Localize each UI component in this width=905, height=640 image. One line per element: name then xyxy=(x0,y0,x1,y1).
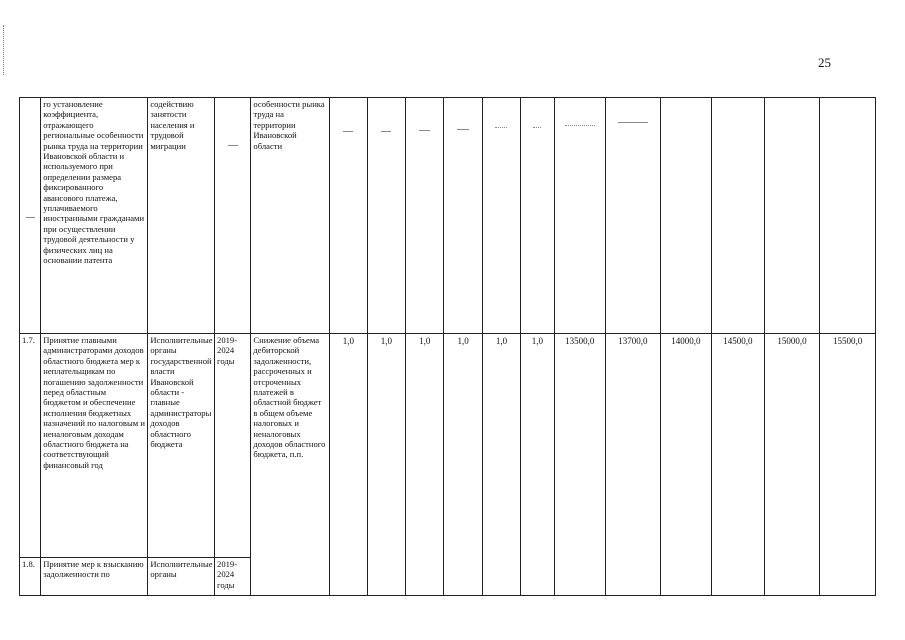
value-cell: 1,0 xyxy=(367,334,405,558)
value-cell xyxy=(406,98,444,334)
value-cell xyxy=(554,98,606,334)
row-number-cell xyxy=(20,98,41,334)
value-cell: 1,0 xyxy=(406,334,444,558)
value-cell: 1,0 xyxy=(482,334,520,558)
value-cell: 1,0 xyxy=(330,334,367,558)
value-cell xyxy=(367,558,405,596)
value-cell xyxy=(820,558,876,596)
indicator-cell: особенности рынка труда на территории Ивановской области xyxy=(251,98,330,334)
value-cell xyxy=(764,98,820,334)
value-cell xyxy=(606,558,661,596)
value-cell xyxy=(521,558,554,596)
value-cell: 15500,0 xyxy=(820,334,876,558)
executor-cell: Исполнительные органы xyxy=(148,558,215,596)
row-number-cell: 1.7. xyxy=(20,334,41,558)
table-row xyxy=(20,558,876,596)
measure-cell: Принятие мер к взысканию задолженности по xyxy=(41,558,148,596)
value-cell xyxy=(660,98,712,334)
table-row xyxy=(20,98,876,334)
measure-cell: го установление коэффициента, отражающего региональные особенности рынка труда на территории Ивановской области и используемого при определении размера фиксированного авансового платежа, уплачиваемого иностранными гражданами при осуществлении трудовой деятельности у физических лиц на основании патента xyxy=(41,98,148,334)
value-cell xyxy=(482,98,520,334)
executor-cell: Исполнительные органы государственной власти Ивановской области - главные администраторы доходов областного бюджета xyxy=(148,334,215,558)
value-cell xyxy=(712,98,765,334)
period-cell xyxy=(215,98,251,334)
measures-table xyxy=(19,97,876,596)
value-cell xyxy=(660,558,712,596)
value-cell: 15000,0 xyxy=(764,334,820,558)
value-cell xyxy=(606,98,661,334)
executor-cell: содействию занятости населения и трудовой миграции xyxy=(148,98,215,334)
row-number-cell: 1.8. xyxy=(20,558,41,596)
binding-mark xyxy=(3,25,5,75)
value-cell xyxy=(482,558,520,596)
value-cell: 1,0 xyxy=(521,334,554,558)
period-cell: 2019-2024 годы xyxy=(215,558,251,596)
period-cell: 2019-2024 годы xyxy=(215,334,251,558)
value-cell: 14000,0 xyxy=(660,334,712,558)
value-cell xyxy=(764,558,820,596)
value-cell xyxy=(712,558,765,596)
value-cell: 14500,0 xyxy=(712,334,765,558)
indicator-cell: Снижение объема дебиторской задолженности, рассроченных и отсроченных платежей в областной бюджет в общем объеме налоговых и неналоговых доходов областного бюджета, п.п. xyxy=(251,334,330,558)
value-cell: 1,0 xyxy=(444,334,482,558)
value-cell xyxy=(406,558,444,596)
value-cell: 13500,0 xyxy=(554,334,606,558)
value-cell xyxy=(330,98,367,334)
measure-cell: Принятие главными администраторами доходов областного бюджета мер к неплательщикам по погашению задолженности перед областным бюджетом и обеспечение исполнения бюджетных назначений по налоговым и неналоговым доходам областного бюджета на соответствующий финансовый год xyxy=(41,334,148,558)
value-cell xyxy=(521,98,554,334)
value-cell: 13700,0 xyxy=(606,334,661,558)
value-cell xyxy=(367,98,405,334)
indicator-cell xyxy=(251,558,330,596)
value-cell xyxy=(444,98,482,334)
value-cell xyxy=(554,558,606,596)
table-row xyxy=(20,334,876,558)
value-cell xyxy=(330,558,367,596)
value-cell xyxy=(444,558,482,596)
page-number: 25 xyxy=(818,55,831,70)
value-cell xyxy=(820,98,876,334)
